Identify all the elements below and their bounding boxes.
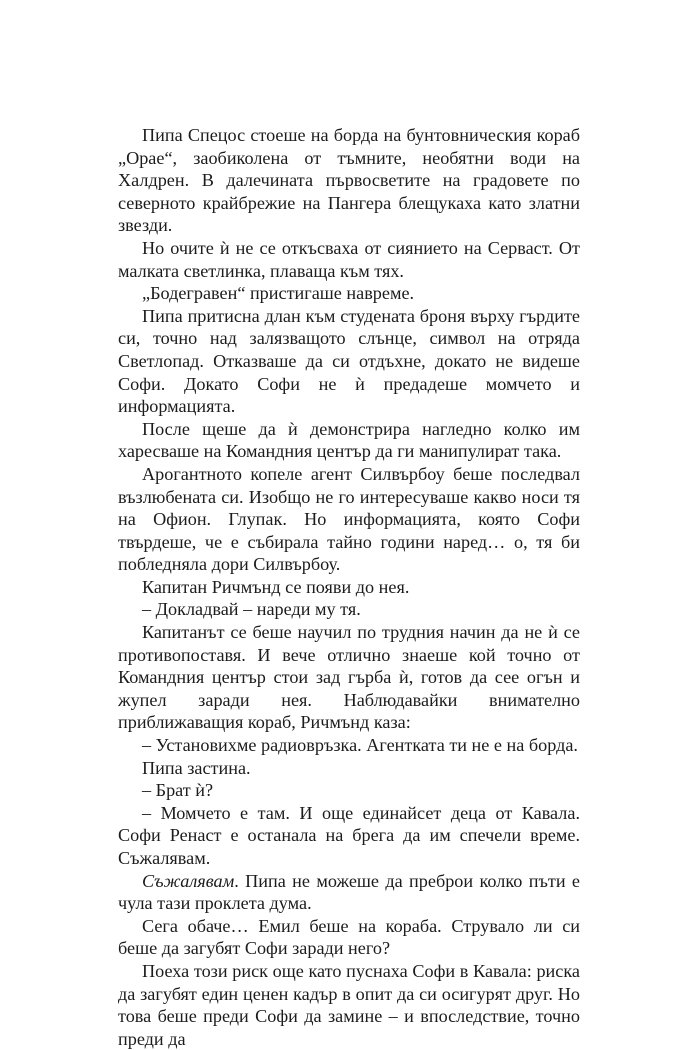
paragraph-8: – Докладвай – нареди му тя. [142, 599, 361, 620]
paragraph-5: После щеше да ѝ демонстрира нагледно колко им харесваше на Командния център да ги манипулират така. [118, 418, 580, 462]
paragraph-14-text: . Пипа не можеше да преброи колко пъти е чула тази проклета дума. [118, 870, 580, 914]
paragraph-3: „Бодегравен“ пристигаше навреме. [142, 283, 415, 304]
book-page-text [118, 124, 580, 1050]
paragraph-4: Пипа притисна длан към студената броня върху гърдите си, точно над залязващото слънце, символ на отряда Светлопад. Отказваше да си отдъхне, докато не видеше Софи. Докато Софи не ѝ предадеше момчето и информацията. [118, 305, 580, 417]
paragraph-2: Но очите ѝ не се откъсваха от сиянието на Серваст. От малката светлинка, плаваща към тях. [118, 237, 580, 281]
paragraph-12: – Брат ѝ? [142, 780, 214, 801]
paragraph-15: Сега обаче… Емил беше на кораба. Струвало ли си беше да загубят Софи заради него? [118, 915, 580, 959]
paragraph-14 [118, 870, 580, 915]
paragraph-13: – Момчето е там. И още единайсет деца от Кавала. Софи Ренаст е останала на брега да им спечели време. Съжалявам. [118, 802, 580, 868]
paragraph-16: Поеха този риск още като пуснаха Софи в Кавала: риска да загубят един ценен кадър в опит да си осигурят друг. Но това беше преди Софи да замине – и впоследствие, точно преди да [118, 960, 580, 1049]
paragraph-7: Капитан Ричмънд се появи до нея. [142, 576, 410, 597]
paragraph-6: Арогантното копеле агент Силвърбоу беше последвал възлюбената си. Изобщо не го интересуваше какво носи тя на Офион. Глупак. Но информацията, която Софи твърдеше, че е събирала тайно години наред… о, тя би побледняла дори Силвърбоу. [118, 463, 580, 575]
paragraph-1: Пипа Спецос стоеше на борда на бунтовническия кораб „Орае“, заобиколена от тъмните, необятни води на Халдрен. В далечината първосветите на градовете по северното крайбрежие на Пангера блещукаха като златни звезди. [118, 125, 580, 236]
paragraph-11: Пипа застина. [142, 757, 251, 778]
paragraph-10: – Установихме радиовръзка. Агентката ти не е на борда. [142, 735, 578, 756]
italic-word: Съжалявам [142, 870, 235, 891]
paragraph-9: Капитанът се беше научил по трудния начин да не ѝ се противопоставя. И вече отлично знаеше кой точно от Командния център стои зад гърба ѝ, готов да сее огън и жупел заради нея. Наблюдавайки внимателно приближаващия кораб, Ричмънд каза: [118, 622, 580, 733]
